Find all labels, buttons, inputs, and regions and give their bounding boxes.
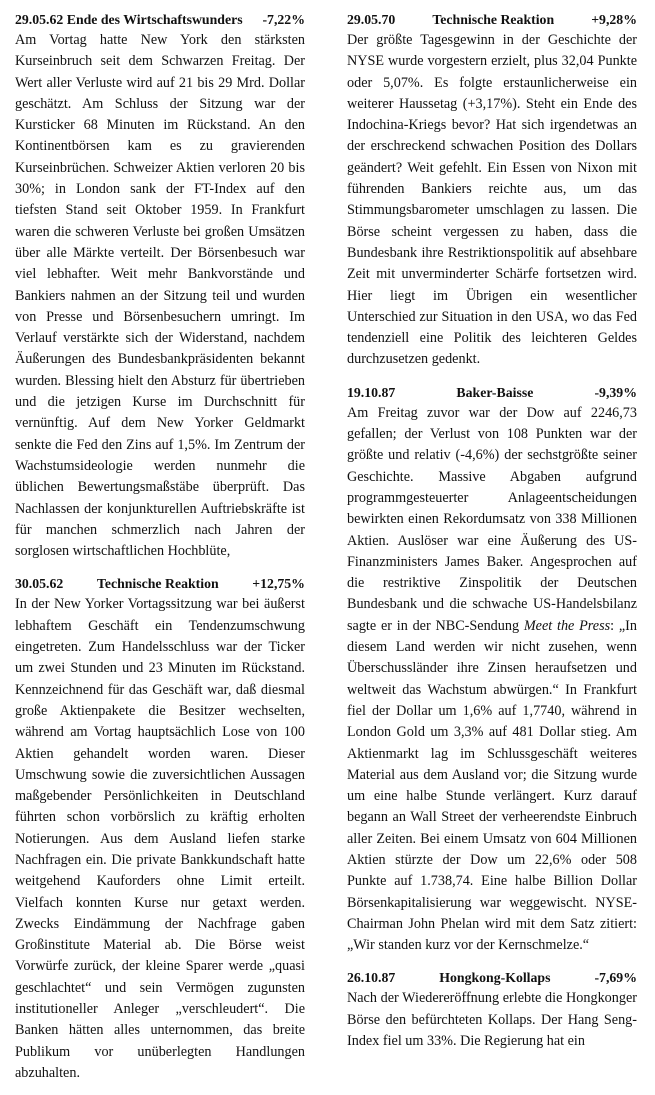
entry-title: Baker-Baisse bbox=[456, 384, 534, 400]
entry-body-text: Am Freitag zuvor war der Dow auf 2246,73 gefallen; der Verlust von 108 Punkten war der größte und relativ (-4,6%) der sechstgrößte seiner Geschichte. Massive Abgaben aufgrund programmgesteuerter Anlageentscheidungen bewirkten einen Rekordumsatz von 338 Millionen Aktien. Auslöser war eine Äußerung des US-Finanzministers James Baker. Angesprochen auf die restriktive Zinspolitik der Deutschen Bundesbank und die schwache US-Handelsbilanz sagte er in der NBC-Sendung bbox=[347, 404, 637, 634]
right-column bbox=[347, 9, 637, 1063]
entry-heading bbox=[347, 9, 637, 30]
entry-date: 19.10.87 bbox=[347, 384, 396, 400]
left-column bbox=[15, 9, 305, 1095]
entry-date: 29.05.70 bbox=[347, 12, 396, 27]
entry-body: Nach der Wiedereröffnung erlebte die Hongkonger Börse den befürchteten Kollaps. Der Hang Seng-Index fiel um 33%. Die Regierung hat ein bbox=[347, 990, 637, 1050]
entry-change: -7,69% bbox=[594, 970, 637, 986]
entry-change: -9,39% bbox=[594, 384, 637, 400]
entry-title: Ende des Wirtschaftswunders bbox=[66, 12, 243, 27]
entry-title: Technische Reaktion bbox=[96, 576, 219, 592]
entry-change: +9,28% bbox=[591, 12, 637, 27]
entry-heading bbox=[347, 382, 637, 403]
entry-heading bbox=[347, 967, 637, 988]
entry-title: Hongkong-Kollaps bbox=[439, 970, 551, 986]
entry-heading bbox=[15, 573, 305, 594]
entry-body: In der New Yorker Vortagssitzung war bei äußerst lebhaftem Geschäft ein Tendenzumschwung eingetreten. Zum Handelsschluss war der Ticker um zwei Stunden und 23 Minuten im Rückstand. Kennzeichnend für das Geschäft war, daß diesmal große Aktienpakete die Besitzer wechselten, während am Vortag hauptsächlich Lose von 100 Aktien gehandelt worden waren. Dieser Umschwung sowie die zuversichtlichen Aussagen maßgebender Persönlichkeiten in Deutschland führten schon vorbörslich zu kräftig erholten Notierungen. Aus dem Ausland liefen starke Nachfragen ein. Die private Bankkundschaft hatte weitgehend Kauforders ohne Limit erteilt. Vielfach konnten Kurse nur getaxt werden. Zwecks Eindämmung der Nachfrage gaben Großinstitute Material ab. Die Börse weist Vorwürfe zurück, der kleine Sparer werde „quasi geschlachtet“ und sein Vermögen zugunsten institutioneller Anleger „verschleudert“. Die Banken hätten alles unternommen, das breite Publikum vor unüberlegten Handlungen abzuhalten. bbox=[15, 596, 305, 1081]
entry-change: +12,75% bbox=[252, 576, 305, 592]
entry-heading bbox=[15, 9, 305, 30]
entry-body bbox=[347, 403, 637, 957]
entry-date: 29.05.62 bbox=[15, 12, 64, 27]
entry-date: 30.05.62 bbox=[15, 576, 64, 592]
entry-body: Am Vortag hatte New York den stärksten Kurseinbruch seit dem Schwarzen Freitag. Der Wert aller Verluste wird auf 21 bis 29 Mrd. Dollar geschätzt. Am Schluss der Sitzung war der Kursticker 68 Minuten im Rückstand. An den Kontinentbörsen kam es zu gravierenden Kurseinbrüchen. Schweizer Aktien verloren 20 bis 30%; in London sank der FT-Index auf den tiefsten Stand seit Oktober 1959. In Frankfurt waren die schweren Verluste bei großen Umsätzen über alle Märkte verteilt. Der Börsenbesuch war viel lebhafter. Weit mehr Bankvorstände und Bankiers nahmen an der Sitzung teil und wurden von Presse und Börsenbesuchern umringt. Im Verlauf verstärkte sich der Widerstand, nachdem Äußerungen des Bundesbankpräsidenten bekannt wurden. Blessing hielt den Absturz für übertrieben und die jetzigen Kurse im Durchschnitt für vernünftig. Auf dem New Yorker Geldmarkt senkte die Fed den Zins auf 1,5%. Im Zentrum der Wachstumsideologie werden nunmehr die üblichen Bewertungsmaßstäbe überprüft. Das Nachlassen der konjunkturellen Auftriebskräfte ist für manchen schmerzlich nach Jahren der sorglosen wirtschaftlichen Hochblüte, bbox=[15, 32, 305, 560]
entry-date-title bbox=[15, 9, 243, 30]
entry-title: Technische Reaktion bbox=[432, 12, 555, 27]
entry-body-text: : „In diesem Land werden wir nicht zusehen, wenn Überschussländer ihre Zinsen heraufsetzen und weltweit das Wachstum abwürgen.“ In Frankfurt fiel der Dollar um 1,6% auf 1,7740, während in London Gold um 3,3% auf 481 Dollar stieg. Am Aktienmarkt lag im Schlussgeschäft weiteres Material aus dem Ausland vor; die Sitzung wurde um eine halbe Stunde verlängert. Kurz darauf begann an Wall Street der verheerendste Einbruch aller Zeiten. Bei einem Umsatz von 604 Millionen Aktien stürzte der Dow um 22,6% oder 508 Punkte auf 1.738,74. Eine halbe Billion Dollar Börsenkapitalisierung war weggewischt. NYSE-Chairman John Phelan wird mit dem Satz zitiert: „Wir standen kurz vor der Kernschmelze.“ bbox=[347, 617, 637, 954]
entry-1987-10-26 bbox=[347, 967, 637, 1052]
entry-1970-05-29 bbox=[347, 9, 637, 371]
entry-1962-05-30 bbox=[15, 573, 305, 1084]
entry-body: Der größte Tagesgewinn in der Geschichte der NYSE wurde vorgestern erzielt, plus 32,04 Punkte oder 5,07%. Es folgte erstaunlicherweise ein weiterer Haussetag (+3,17%). Steht ein Ende des Indochina-Kriegs bevor? Hat sich irgendetwas an der erschreckend schwachen Position des Dollars geändert? Weit gefehlt. Ein Essen von Nixon mit führenden Bankiers reichte aus, um das Stimmungsbarometer umschlagen zu lassen. Die Börse scheint vergessen zu haben, dass die Bundesbank ihre Restriktionspolitik auf absehbare Zeit mit unverminderter Schärfe fortsetzen wird. Hier liegt im Übrigen ein wesentlicher Unterschied zur Situation in den USA, wo das Fed tendenziell eine Politik des leichteren Geldes durchzusetzen gedenkt. bbox=[347, 32, 637, 368]
entry-change: -7,22% bbox=[262, 12, 305, 27]
entry-date: 26.10.87 bbox=[347, 970, 396, 986]
entry-1987-10-19 bbox=[347, 382, 637, 957]
entry-1962-05-29 bbox=[15, 9, 305, 562]
tv-show-title: Meet the Press bbox=[523, 617, 611, 634]
